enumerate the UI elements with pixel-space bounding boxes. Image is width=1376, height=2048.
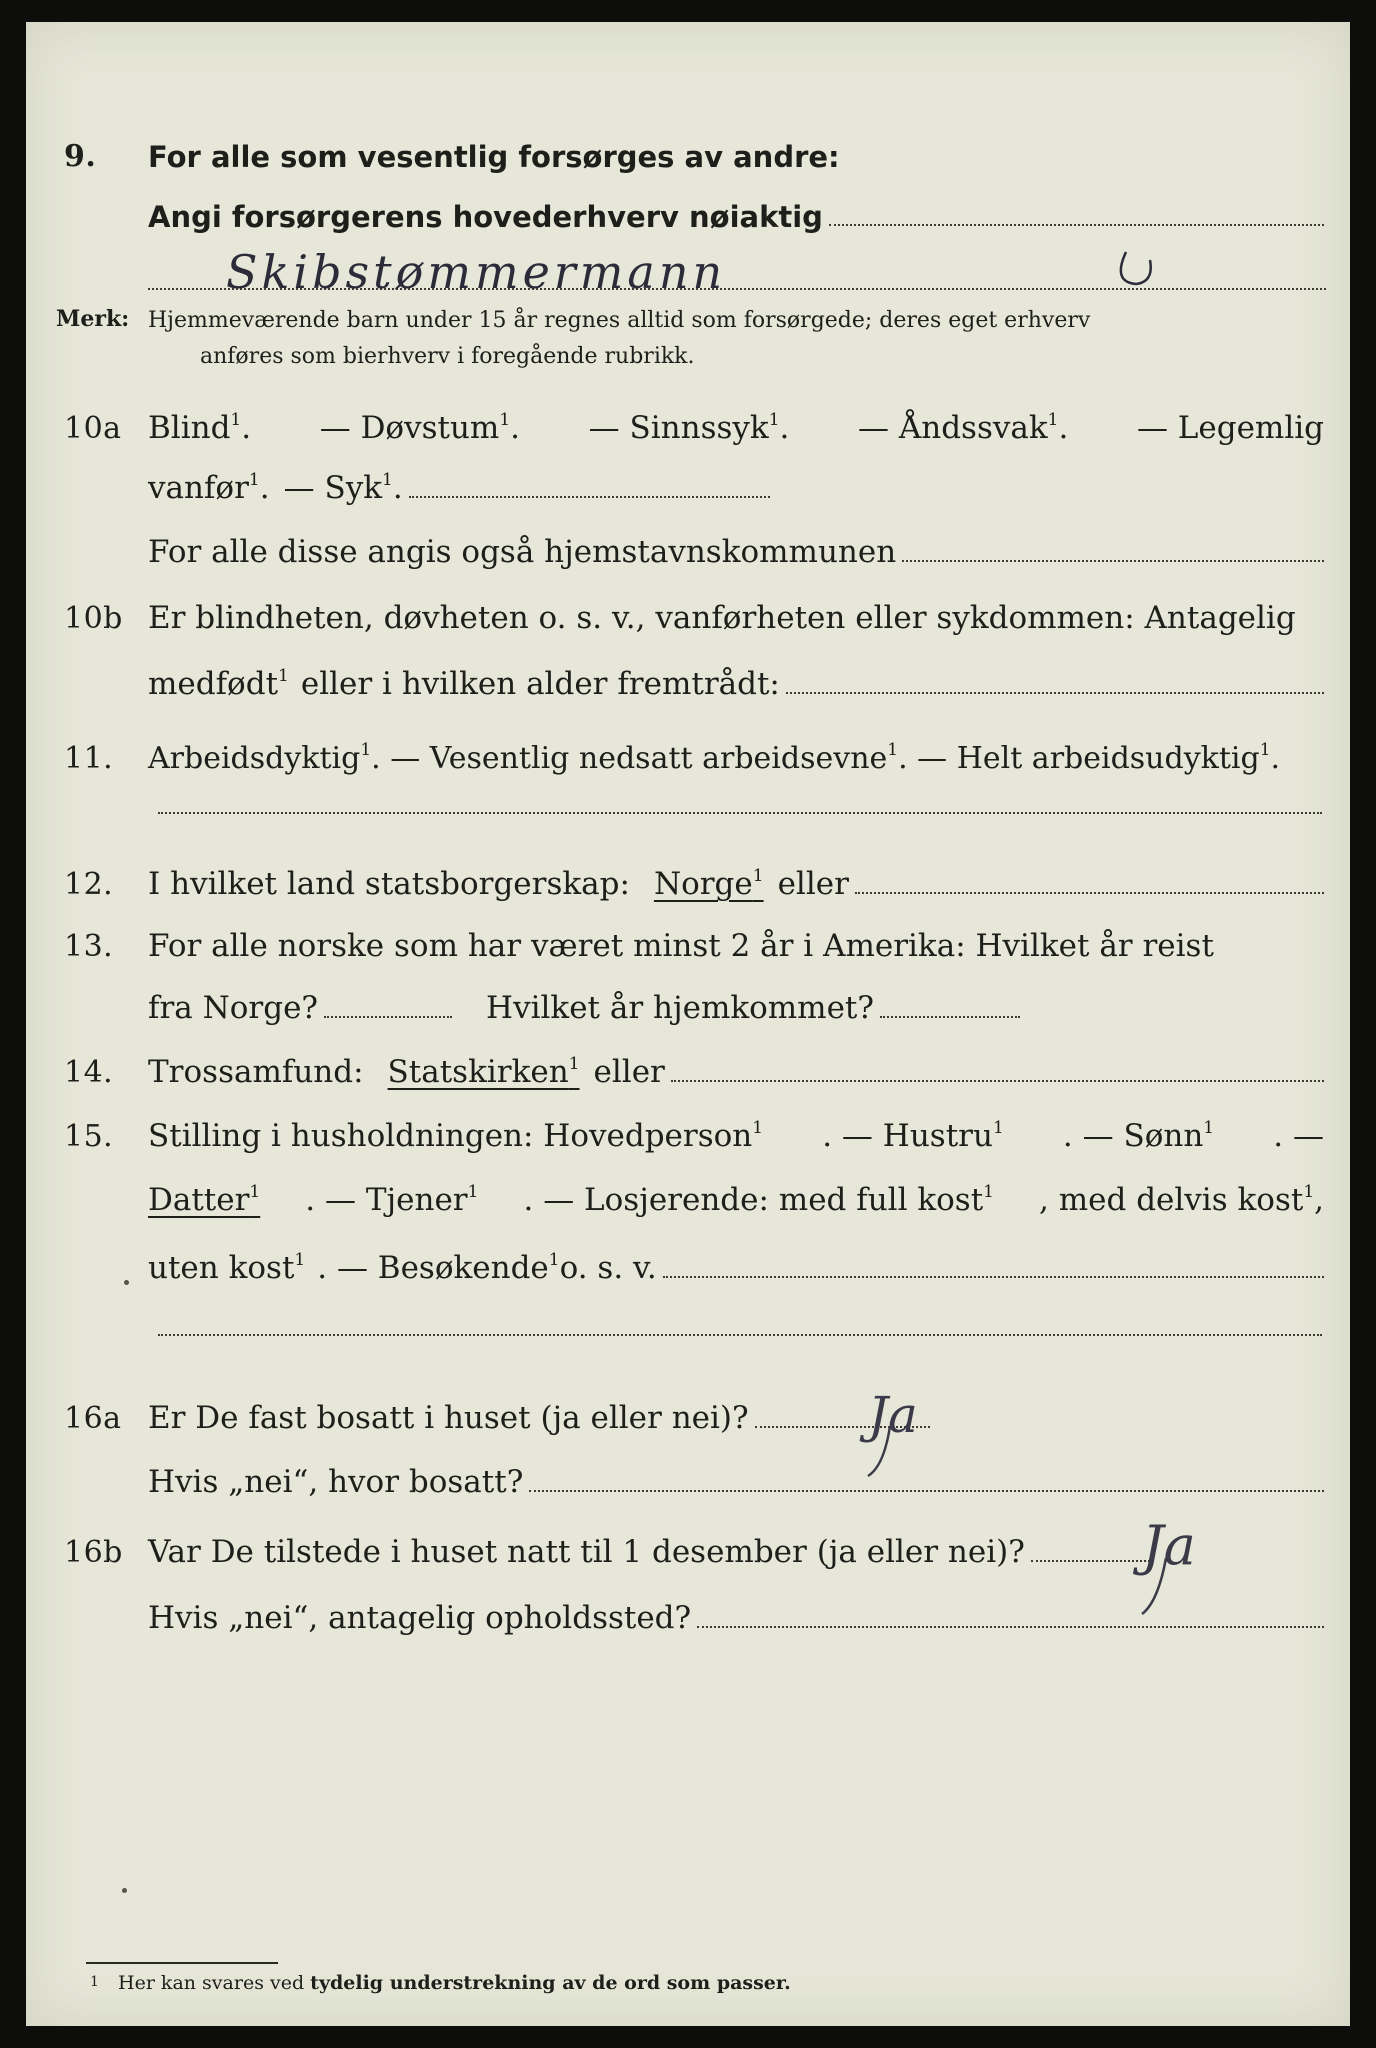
svg-text:Ja: Ja [868,1386,918,1444]
q16b-prompt: Var De tilstede i huset natt til 1 desember (ja eller nei)? [148,1534,1025,1570]
q14-fill-line [671,1080,1324,1082]
option-norge: Norge$^1$ [653,865,764,902]
q9-number: 9. [64,139,97,174]
merk-note [56,306,1326,386]
q10a-line2 [26,454,1350,514]
q11-number: 11. [64,741,114,776]
q16b-opholdssted: Hvis „nei“, antagelig opholdssted? [148,1600,692,1636]
q10b-alder: eller i hvilken alder fremtrådt: [300,666,780,702]
q10a-line1 [26,394,1350,454]
option-tjener: . — Tjener$^1$ [305,1181,479,1218]
q10b-number: 10b [64,601,123,636]
q16a-line1 [26,1384,1350,1444]
q15-fill-line [663,1276,1324,1278]
footnote-mark: 1 [90,1974,99,1990]
q13-text1: For alle norske som har været minst 2 år i Amerika: Hvilket år reist [148,928,1214,964]
merk-label: Merk: [56,306,130,332]
merk-line1: Hjemmeværende barn under 15 år regnes alltid som forsørgede; deres eget erhverv [148,308,1091,333]
q9-text: For alle som vesentlig forsørges av andre: [148,140,840,174]
q12-eller: eller [777,866,849,902]
q10a-fill-line [409,496,770,498]
q15-number: 15. [64,1119,114,1154]
q9-line2 [26,182,1350,242]
q10b-line1 [26,584,1350,644]
q10b-line2 [26,650,1350,710]
option-delvis-kost: , med delvis kost$^1$, [1039,1181,1324,1218]
option-hovedperson: Stilling i husholdningen: Hovedperson$^1$ [148,1117,764,1154]
q12-fill-line [855,892,1324,894]
q16a-prompt: Er De fast bosatt i huset (ja eller nei)? [148,1400,749,1436]
q10a-hjemstavn: For alle disse angis også hjemstavnskommunen [148,534,897,570]
option-sonn: . — Sønn$^1$ [1062,1117,1215,1154]
footnote-text-b: tydelig understrekning av de ord som passer. [310,1972,791,1994]
q13-hjemkommet: Hvilket år hjemkommet? [486,990,875,1026]
footnote-rule [86,1962,278,1964]
q12-prompt: I hvilket land statsborgerskap: [148,866,630,902]
option-sinnssyk: — Sinnssyk$^1$. [588,409,790,446]
q11-line: 11. Arbeidsdyktig$^1$ . — Vesentlig nedsatt arbeidsevne$^1$ . — Helt arbeidsudyktig$^1$ . [64,740,1281,776]
census-form-page [26,22,1350,2026]
q13-hjemkommet-line [880,1016,1020,1018]
footnote-text-a: Her kan svares ved [118,1972,311,1994]
q12-number: 12. [64,867,114,902]
q12-line [26,850,1350,910]
q13-reist: fra Norge? [148,990,319,1026]
q10a-number: 10a [64,411,122,446]
q14-number: 14. [64,1055,114,1090]
q10a-line3 [26,518,1350,578]
q15-line2 [26,1166,1350,1226]
option-datter: Datter$^1$ [148,1181,261,1218]
option-besokende: . — Besøkende$^1$ [317,1249,560,1286]
q16b-number: 16b [64,1535,123,1570]
q15-answer-line [158,1334,1322,1336]
q9-prompt: Angi forsørgerens hovederhverv nøiaktig [148,200,823,234]
q16a-bosatt: Hvis „nei“, hvor bosatt? [148,1464,524,1500]
option-dovstum: — Døvstum$^1$. [319,409,521,446]
svg-text:Skibstømmermann: Skibstømmermann [226,245,727,299]
option-nedsatt: . — Vesentlig nedsatt arbeidsevne$^1$ [371,740,899,776]
q14-prompt: Trossamfund: [148,1054,364,1090]
option-andssvak: — Åndssvak$^1$. [858,409,1069,446]
footnote [90,1972,791,1994]
option-blind: Blind$^1$. [148,409,252,446]
q14-eller: eller [593,1054,665,1090]
q16b-line2 [26,1584,1350,1644]
q13-line2 [26,974,1350,1034]
q10b-text1: Er blindheten, døvheten o. s. v., vanførheten eller sykdommen: Antagelig [148,600,1296,636]
q9-handwritten-answer [166,244,1296,304]
option-arbeidsdyktig: Arbeidsdyktig$^1$ [148,740,372,776]
q13-number: 13. [64,929,114,964]
merk-line2: anføres som bierhverv i foregående rubrikk. [200,344,695,369]
q10b-fill-line [786,692,1324,694]
q13-reist-line [324,1016,452,1018]
option-statskirken: Statskirken$^1$ [387,1053,580,1090]
option-full-kost: . — Losjerende: med full kost$^1$ [523,1181,994,1218]
option-medfodt: medfødt$^1$ [148,665,289,702]
q10a-hjemstavn-line [902,560,1324,562]
q15-line1: 15. Stilling i husholdningen: Hovedperson$^1$ . — Hustru$^1$ . — Sønn$^1$ . — [64,1117,1324,1154]
option-legemlig: — Legemlig [1136,410,1324,446]
option-hustru: . — Hustru$^1$ [822,1117,1004,1154]
q16a-line2 [26,1448,1350,1508]
option-syk: — Syk$^1$. [283,469,403,506]
option-uten-kost: uten kost$^1$ [148,1249,306,1286]
q16b-opholdssted-line [697,1626,1324,1628]
ink-smudge [122,1888,127,1893]
q10a-text1 [148,410,1324,446]
q9-line1 [26,122,1350,182]
q11-answer-line [158,812,1322,814]
option-vanfor: vanfør$^1$. [148,469,270,506]
q9-fill-line [829,224,1324,226]
q14-line [26,1038,1350,1098]
q16a-bosatt-line [529,1490,1324,1492]
q15-line3: uten kost$^1$ . — Besøkende$^1$ o. s. v. [26,1234,1350,1294]
ink-smudge [124,1280,129,1285]
option-udyktig: . — Helt arbeidsudyktig$^1$ [898,740,1271,776]
svg-text:Ja: Ja [1142,1514,1196,1577]
q16a-number: 16a [64,1401,122,1436]
q13-line1 [26,912,1350,972]
